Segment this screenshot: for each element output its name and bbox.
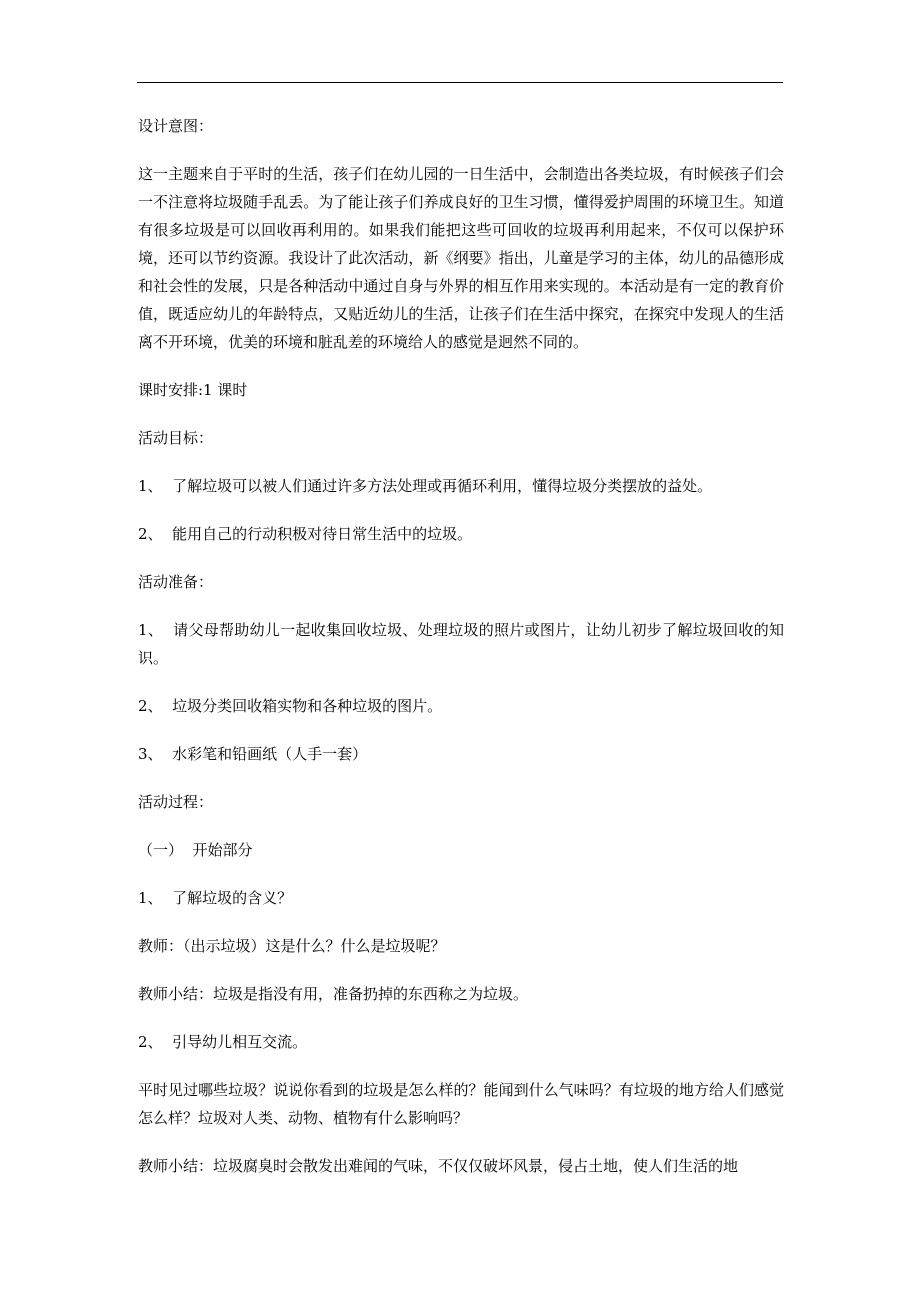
teacher-question: 教师：（出示垃圾）这是什么？什么是垃圾呢？ [138, 937, 446, 955]
preparation-item-2: 2、 垃圾分类回收箱实物和各种垃圾的图片。 [138, 697, 443, 715]
process-item-1: 1、 了解垃圾的含义？ [138, 889, 293, 907]
heading-activity-process: 活动过程： [138, 793, 214, 811]
heading-design-intent: 设计意图： [138, 117, 214, 135]
lesson-schedule: 课时安排:1 课时 [138, 381, 248, 399]
goal-item-2: 2、 能用自己的行动积极对待日常生活中的垃圾。 [138, 525, 473, 543]
heading-activity-goals: 活动目标： [138, 429, 214, 447]
teacher-summary-1: 教师小结：垃圾是指没有用，准备扔掉的东西称之为垃圾。 [138, 985, 529, 1003]
document-body [138, 112, 784, 1200]
subheading-opening-part: （一） 开始部分 [138, 841, 253, 859]
heading-activity-preparation: 活动准备： [138, 573, 214, 591]
preparation-item-1: 1、 请父母帮助幼儿一起收集回收垃圾、处理垃圾的照片或图片，让幼儿初步了解垃圾回收的知识。 [138, 621, 784, 667]
paragraph-design-intent: 这一主题来自于平时的生活，孩子们在幼儿园的一日生活中，会制造出各类垃圾，有时候孩子们会一不注意将垃圾随手乱丢。为了能让孩子们养成良好的卫生习惯，懂得爱护周围的环境卫生。知道有很多垃圾是可以回收再利用的。如果我们能把这些可回收的垃圾再利用起来，不仅可以保护环境，还可以节约资源。我设计了此次活动，新《纲要》指出，儿童是学习的主体，幼儿的品德形成和社会性的发展，只是各种活动中通过自身与外界的相互作用来实现的。本活动是有一定的教育价值，既适应幼儿的年龄特点，又贴近幼儿的生活，让孩子们在生活中探究，在探究中发现人的生活离不开环境，优美的环境和脏乱差的环境给人的感觉是迥然不同的。 [138, 165, 784, 351]
discussion-questions: 平时见过哪些垃圾？说说你看到的垃圾是怎么样的？能闻到什么气味吗？有垃圾的地方给人们感觉怎么样？垃圾对人类、动物、植物有什么影响吗？ [138, 1081, 784, 1127]
header-rule [137, 82, 783, 83]
process-item-2: 2、 引导幼儿相互交流。 [138, 1033, 308, 1051]
teacher-summary-2: 教师小结：垃圾腐臭时会散发出难闻的气味，不仅仅破坏风景，侵占土地，使人们生活的地 [138, 1157, 739, 1175]
goal-item-1: 1、 了解垃圾可以被人们通过许多方法处理或再循环利用，懂得垃圾分类摆放的益处。 [138, 477, 713, 495]
preparation-item-3: 3、 水彩笔和铅画纸（人手一套） [138, 745, 368, 763]
